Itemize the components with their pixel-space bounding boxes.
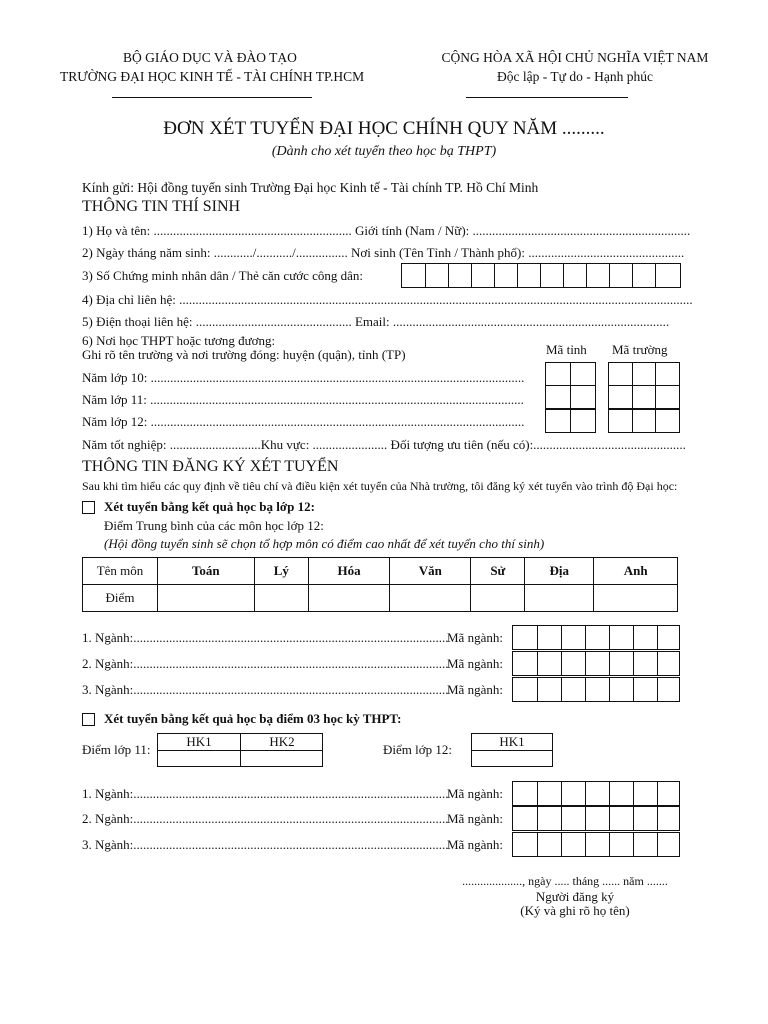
option2-major-code-label-3: Mã ngành: bbox=[447, 837, 503, 852]
signer-label: Người đăng ký bbox=[535, 889, 615, 904]
score-cell[interactable] bbox=[309, 585, 390, 612]
field-id-number-label: 3) Số Chứng minh nhân dân / Thẻ căn cước công dân: bbox=[82, 268, 364, 283]
school-code-boxes-10[interactable] bbox=[608, 362, 680, 386]
hk1-label: HK1 bbox=[186, 734, 212, 749]
option1-major-code-label-3: Mã ngành: bbox=[447, 682, 503, 697]
table-header-label: Tên môn bbox=[83, 558, 158, 585]
field-highschool-label: 6) Nơi học THPT hoặc tương đương: bbox=[82, 333, 276, 348]
option2-major-code-label-2: Mã ngành: bbox=[447, 811, 503, 826]
grade11-score-label: Điểm lớp 11: bbox=[82, 742, 151, 757]
grade12-score-label: Điểm lớp 12: bbox=[383, 742, 452, 757]
option2-major-code-boxes-1[interactable] bbox=[512, 781, 680, 806]
province-code-boxes-10[interactable] bbox=[545, 362, 596, 386]
school-code-boxes-12[interactable] bbox=[608, 409, 680, 433]
hk2-label: HK2 bbox=[269, 734, 295, 749]
header-right-underline bbox=[466, 97, 628, 98]
recipient: Kính gửi: Hội đồng tuyển sinh Trường Đại học Kinh tế - Tài chính TP. Hồ Chí Minh bbox=[82, 180, 539, 195]
table-row-label: Điểm bbox=[83, 585, 158, 612]
subject-geography: Địa bbox=[525, 558, 594, 585]
ministry-name: BỘ GIÁO DỤC VÀ ĐÀO TẠO bbox=[123, 50, 297, 65]
field-address[interactable]: 4) Địa chỉ liên hệ: .............................................................................................................................................................. bbox=[82, 292, 693, 307]
option2-major-2[interactable]: 2. Ngành:................................................................................................. bbox=[82, 811, 449, 826]
field-name-gender[interactable]: 1) Họ và tên: ............................................................. Giới tính (Nam / Nữ): ................................................................... bbox=[82, 223, 691, 238]
option1-major-3[interactable]: 3. Ngành:................................................................................................. bbox=[82, 682, 449, 697]
score-cell[interactable] bbox=[158, 585, 255, 612]
subject-physics: Lý bbox=[254, 558, 308, 585]
id-number-boxes[interactable] bbox=[401, 263, 681, 288]
grade12-semester-score-box[interactable] bbox=[471, 733, 553, 767]
field-grade11[interactable]: Năm lớp 11: ................................................................................................................... bbox=[82, 392, 524, 407]
section-registration-heading: THÔNG TIN ĐĂNG KÝ XÉT TUYỂN bbox=[82, 458, 339, 475]
score-cell[interactable] bbox=[254, 585, 308, 612]
signature-note: (Ký và ghi rõ họ tên) bbox=[520, 903, 630, 918]
page-title: ĐƠN XÉT TUYỂN ĐẠI HỌC CHÍNH QUY NĂM ......... bbox=[163, 118, 605, 139]
school-code-boxes-11[interactable] bbox=[608, 385, 680, 409]
table-row bbox=[83, 585, 678, 612]
grade11-semester-score-box[interactable] bbox=[157, 733, 323, 767]
field-graduation-area-priority[interactable]: Năm tốt nghiệp: ............................Khu vực: ....................... Đối tượng ưu tiên (nếu có):............................................... bbox=[82, 437, 686, 452]
option2-major-3[interactable]: 3. Ngành:................................................................................................. bbox=[82, 837, 449, 852]
option1-major-1[interactable]: 1. Ngành:................................................................................................. bbox=[82, 630, 449, 645]
option1-major-code-boxes-2[interactable] bbox=[512, 651, 680, 676]
province-code-label: Mã tỉnh bbox=[546, 342, 587, 357]
field-phone-email[interactable]: 5) Điện thoại liên hệ: ................................................ Email: ..................................................................................... bbox=[82, 314, 670, 329]
option1-major-2[interactable]: 2. Ngành:................................................................................................. bbox=[82, 656, 449, 671]
field-dob-birthplace[interactable]: 2) Ngày tháng năm sinh: ............/.........../................ Nơi sinh (Tên Tỉnh / Thành phố): ................................................ bbox=[82, 245, 685, 260]
header-left-underline bbox=[112, 97, 312, 98]
university-name: TRƯỜNG ĐẠI HỌC KINH TẾ - TÀI CHÍNH TP.HCM bbox=[60, 69, 365, 84]
subject-chemistry: Hóa bbox=[309, 558, 390, 585]
score-cell[interactable] bbox=[471, 585, 525, 612]
score-cell[interactable] bbox=[594, 585, 678, 612]
option2-checkbox[interactable] bbox=[82, 713, 95, 726]
score-cell[interactable] bbox=[525, 585, 594, 612]
registration-intro: Sau khi tìm hiểu các quy định về tiêu chí và điều kiện xét tuyển của Nhà trường, tôi đăng ký xét tuyển vào trình độ Đại học: bbox=[82, 479, 678, 493]
subject-score-table bbox=[82, 557, 678, 612]
option1-major-code-boxes-1[interactable] bbox=[512, 625, 680, 650]
country-name: CỘNG HÒA XÃ HỘI CHỦ NGHĨA VIỆT NAM bbox=[441, 50, 709, 65]
option2-major-code-label-1: Mã ngành: bbox=[447, 786, 503, 801]
option2-major-code-boxes-3[interactable] bbox=[512, 832, 680, 857]
table-row bbox=[83, 558, 678, 585]
province-code-boxes-12[interactable] bbox=[545, 409, 596, 433]
option2-major-1[interactable]: 1. Ngành:................................................................................................. bbox=[82, 786, 449, 801]
option2-major-code-boxes-2[interactable] bbox=[512, 806, 680, 831]
section-candidate-info-heading: THÔNG TIN THÍ SINH bbox=[82, 198, 241, 215]
field-highschool-note: Ghi rõ tên trường và nơi trường đóng: huyện (quận), tỉnh (TP) bbox=[82, 347, 406, 362]
subject-english: Anh bbox=[594, 558, 678, 585]
country-motto: Độc lập - Tự do - Hạnh phúc bbox=[497, 69, 653, 84]
province-code-boxes-11[interactable] bbox=[545, 385, 596, 409]
hk1-label-grade12: HK1 bbox=[499, 734, 525, 749]
option1-desc: Điểm Trung bình của các môn học lớp 12: bbox=[104, 518, 324, 533]
subject-history: Sử bbox=[471, 558, 525, 585]
subject-math: Toán bbox=[158, 558, 255, 585]
field-grade12[interactable]: Năm lớp 12: ................................................................................................................... bbox=[82, 414, 525, 429]
field-grade10[interactable]: Năm lớp 10: ................................................................................................................... bbox=[82, 370, 525, 385]
option1-checkbox[interactable] bbox=[82, 501, 95, 514]
subject-literature: Văn bbox=[390, 558, 471, 585]
date-line[interactable]: ...................., ngày ..... tháng ...... năm ....... bbox=[462, 874, 668, 888]
school-code-label: Mã trường bbox=[612, 342, 668, 357]
option1-note: (Hội đồng tuyển sinh sẽ chọn tổ hợp môn có điểm cao nhất để xét tuyển cho thí sinh) bbox=[104, 536, 545, 551]
option2-label: Xét tuyển bằng kết quả học bạ điểm 03 học kỳ THPT: bbox=[104, 711, 402, 726]
score-cell[interactable] bbox=[390, 585, 471, 612]
page-subtitle: (Dành cho xét tuyển theo học bạ THPT) bbox=[271, 144, 497, 159]
option1-major-code-label-2: Mã ngành: bbox=[447, 656, 503, 671]
option1-major-code-boxes-3[interactable] bbox=[512, 677, 680, 702]
option1-major-code-label-1: Mã ngành: bbox=[447, 630, 503, 645]
option1-label: Xét tuyển bằng kết quả học bạ lớp 12: bbox=[104, 499, 315, 514]
